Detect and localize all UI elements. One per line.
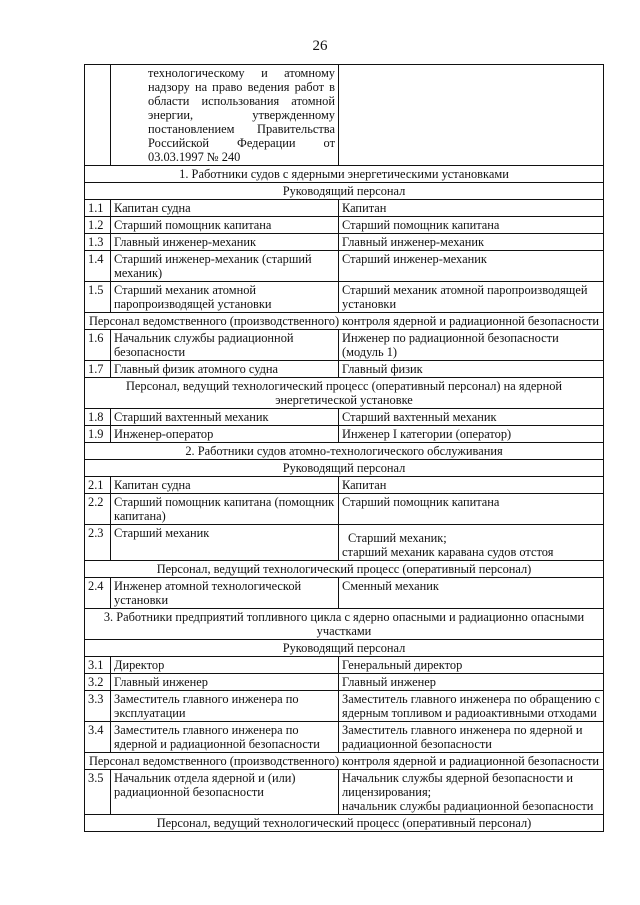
position-line: старший механик каравана судов отстоя (342, 545, 554, 559)
table-row (85, 674, 604, 691)
table-row (85, 251, 604, 282)
new-position-cell: Старший помощник капитана (339, 217, 604, 234)
new-position-cell: Старший помощник капитана (339, 494, 604, 525)
new-position-cell: Главный инженер-механик (339, 234, 604, 251)
intro-num-cell (85, 65, 111, 166)
intro-right-cell (339, 65, 604, 166)
table-row (85, 234, 604, 251)
item-number: 1.7 (85, 361, 111, 378)
section-heading: Руководящий персонал (85, 640, 604, 657)
positions-table (84, 64, 604, 832)
item-number: 2.2 (85, 494, 111, 525)
item-number: 2.3 (85, 525, 111, 561)
new-position-cell: Старший механик атомной паропроизводящей установки (339, 282, 604, 313)
table-row (85, 282, 604, 313)
current-position-cell: Старший механик (111, 525, 339, 561)
table-row (85, 494, 604, 525)
table-section-row (85, 561, 604, 578)
new-position-cell: Инженер по радиационной безопасности (модуль 1) (339, 330, 604, 361)
item-number: 1.9 (85, 426, 111, 443)
current-position-cell: Старший вахтенный механик (111, 409, 339, 426)
current-position-cell: Старший механик атомной паропроизводящей установки (111, 282, 339, 313)
item-number: 1.3 (85, 234, 111, 251)
item-number: 1.5 (85, 282, 111, 313)
table-section-row (85, 313, 604, 330)
new-position-cell (339, 770, 604, 815)
new-position-cell: Капитан (339, 477, 604, 494)
table-row (85, 217, 604, 234)
item-number: 2.1 (85, 477, 111, 494)
new-position-cell: Заместитель главного инженера по ядерной и радиационной безопасности (339, 722, 604, 753)
table-row (85, 361, 604, 378)
position-line: Старший механик; (348, 531, 447, 545)
new-position-cell: Главный инженер (339, 674, 604, 691)
table-section-row (85, 460, 604, 477)
new-position-cell: Старший вахтенный механик (339, 409, 604, 426)
item-number: 3.2 (85, 674, 111, 691)
new-position-cell: Капитан (339, 200, 604, 217)
new-position-cell (339, 525, 604, 561)
current-position-cell: Главный инженер (111, 674, 339, 691)
current-position-cell: Начальник отдела ядерной и (или) радиационной безопасности (111, 770, 339, 815)
section-heading: Персонал, ведущий технологический процесс (оперативный персонал) (85, 561, 604, 578)
current-position-cell: Капитан судна (111, 477, 339, 494)
item-number: 1.1 (85, 200, 111, 217)
current-position-cell: Главный физик атомного судна (111, 361, 339, 378)
table-section-row (85, 640, 604, 657)
page-number: 26 (312, 38, 328, 54)
table-section-row (85, 815, 604, 832)
position-line: начальник службы радиационной безопасности (342, 799, 594, 813)
table-section-row (85, 378, 604, 409)
table-row-intro (85, 65, 604, 166)
table-row (85, 330, 604, 361)
item-number: 1.4 (85, 251, 111, 282)
table-row (85, 477, 604, 494)
current-position-cell: Заместитель главного инженера по ядерной и радиационной безопасности (111, 722, 339, 753)
section-heading: Руководящий персонал (85, 183, 604, 200)
table-row (85, 426, 604, 443)
table-section-row (85, 753, 604, 770)
current-position-cell: Капитан судна (111, 200, 339, 217)
section-heading: 2. Работники судов атомно-технологического обслуживания (85, 443, 604, 460)
section-heading: Персонал ведомственного (производственного) контроля ядерной и радиационной безопасности (85, 753, 604, 770)
item-number: 3.1 (85, 657, 111, 674)
current-position-cell: Главный инженер-механик (111, 234, 339, 251)
current-position-cell: Старший инженер-механик (старший механик) (111, 251, 339, 282)
item-number: 1.2 (85, 217, 111, 234)
new-position-cell: Сменный механик (339, 578, 604, 609)
item-number: 1.8 (85, 409, 111, 426)
table-section-row (85, 443, 604, 460)
current-position-cell: Старший помощник капитана (помощник капитана) (111, 494, 339, 525)
table-row (85, 770, 604, 815)
section-heading: Персонал ведомственного (производственного) контроля ядерной и радиационной безопасности (85, 313, 604, 330)
item-number: 3.3 (85, 691, 111, 722)
item-number: 3.5 (85, 770, 111, 815)
position-line: Начальник службы ядерной безопасности и лицензирования; (342, 771, 573, 799)
new-position-cell: Генеральный директор (339, 657, 604, 674)
table-row (85, 691, 604, 722)
item-number: 1.6 (85, 330, 111, 361)
current-position-cell: Инженер атомной технологической установки (111, 578, 339, 609)
new-position-cell: Инженер I категории (оператор) (339, 426, 604, 443)
table-row (85, 578, 604, 609)
table-row (85, 657, 604, 674)
item-number: 2.4 (85, 578, 111, 609)
current-position-cell: Начальник службы радиационной безопасности (111, 330, 339, 361)
new-position-cell: Заместитель главного инженера по обращению с ядерным топливом и радиоактивными отходами (339, 691, 604, 722)
section-heading: 3. Работники предприятий топливного цикла с ядерно опасными и радиационно опасными участками (85, 609, 604, 640)
section-heading: Персонал, ведущий технологический процесс (оперативный персонал) на ядерной энергетической установке (85, 378, 604, 409)
table-section-row (85, 166, 604, 183)
new-position-cell: Главный физик (339, 361, 604, 378)
table-row (85, 200, 604, 217)
table-row (85, 722, 604, 753)
table-row (85, 525, 604, 561)
intro-text-cell: технологическому и атомному надзору на право ведения работ в области использования атомной энергии, утвержденному постановлением Правительства Российской Федерации от 03.03.1997 № 240 (111, 65, 339, 166)
section-heading: 1. Работники судов с ядерными энергетическими установками (85, 166, 604, 183)
section-heading: Руководящий персонал (85, 460, 604, 477)
current-position-cell: Старший помощник капитана (111, 217, 339, 234)
current-position-cell: Инженер-оператор (111, 426, 339, 443)
current-position-cell: Заместитель главного инженера по эксплуатации (111, 691, 339, 722)
section-heading: Персонал, ведущий технологический процесс (оперативный персонал) (85, 815, 604, 832)
item-number: 3.4 (85, 722, 111, 753)
table-row (85, 409, 604, 426)
new-position-cell: Старший инженер-механик (339, 251, 604, 282)
current-position-cell: Директор (111, 657, 339, 674)
table-section-row (85, 609, 604, 640)
table-section-row (85, 183, 604, 200)
